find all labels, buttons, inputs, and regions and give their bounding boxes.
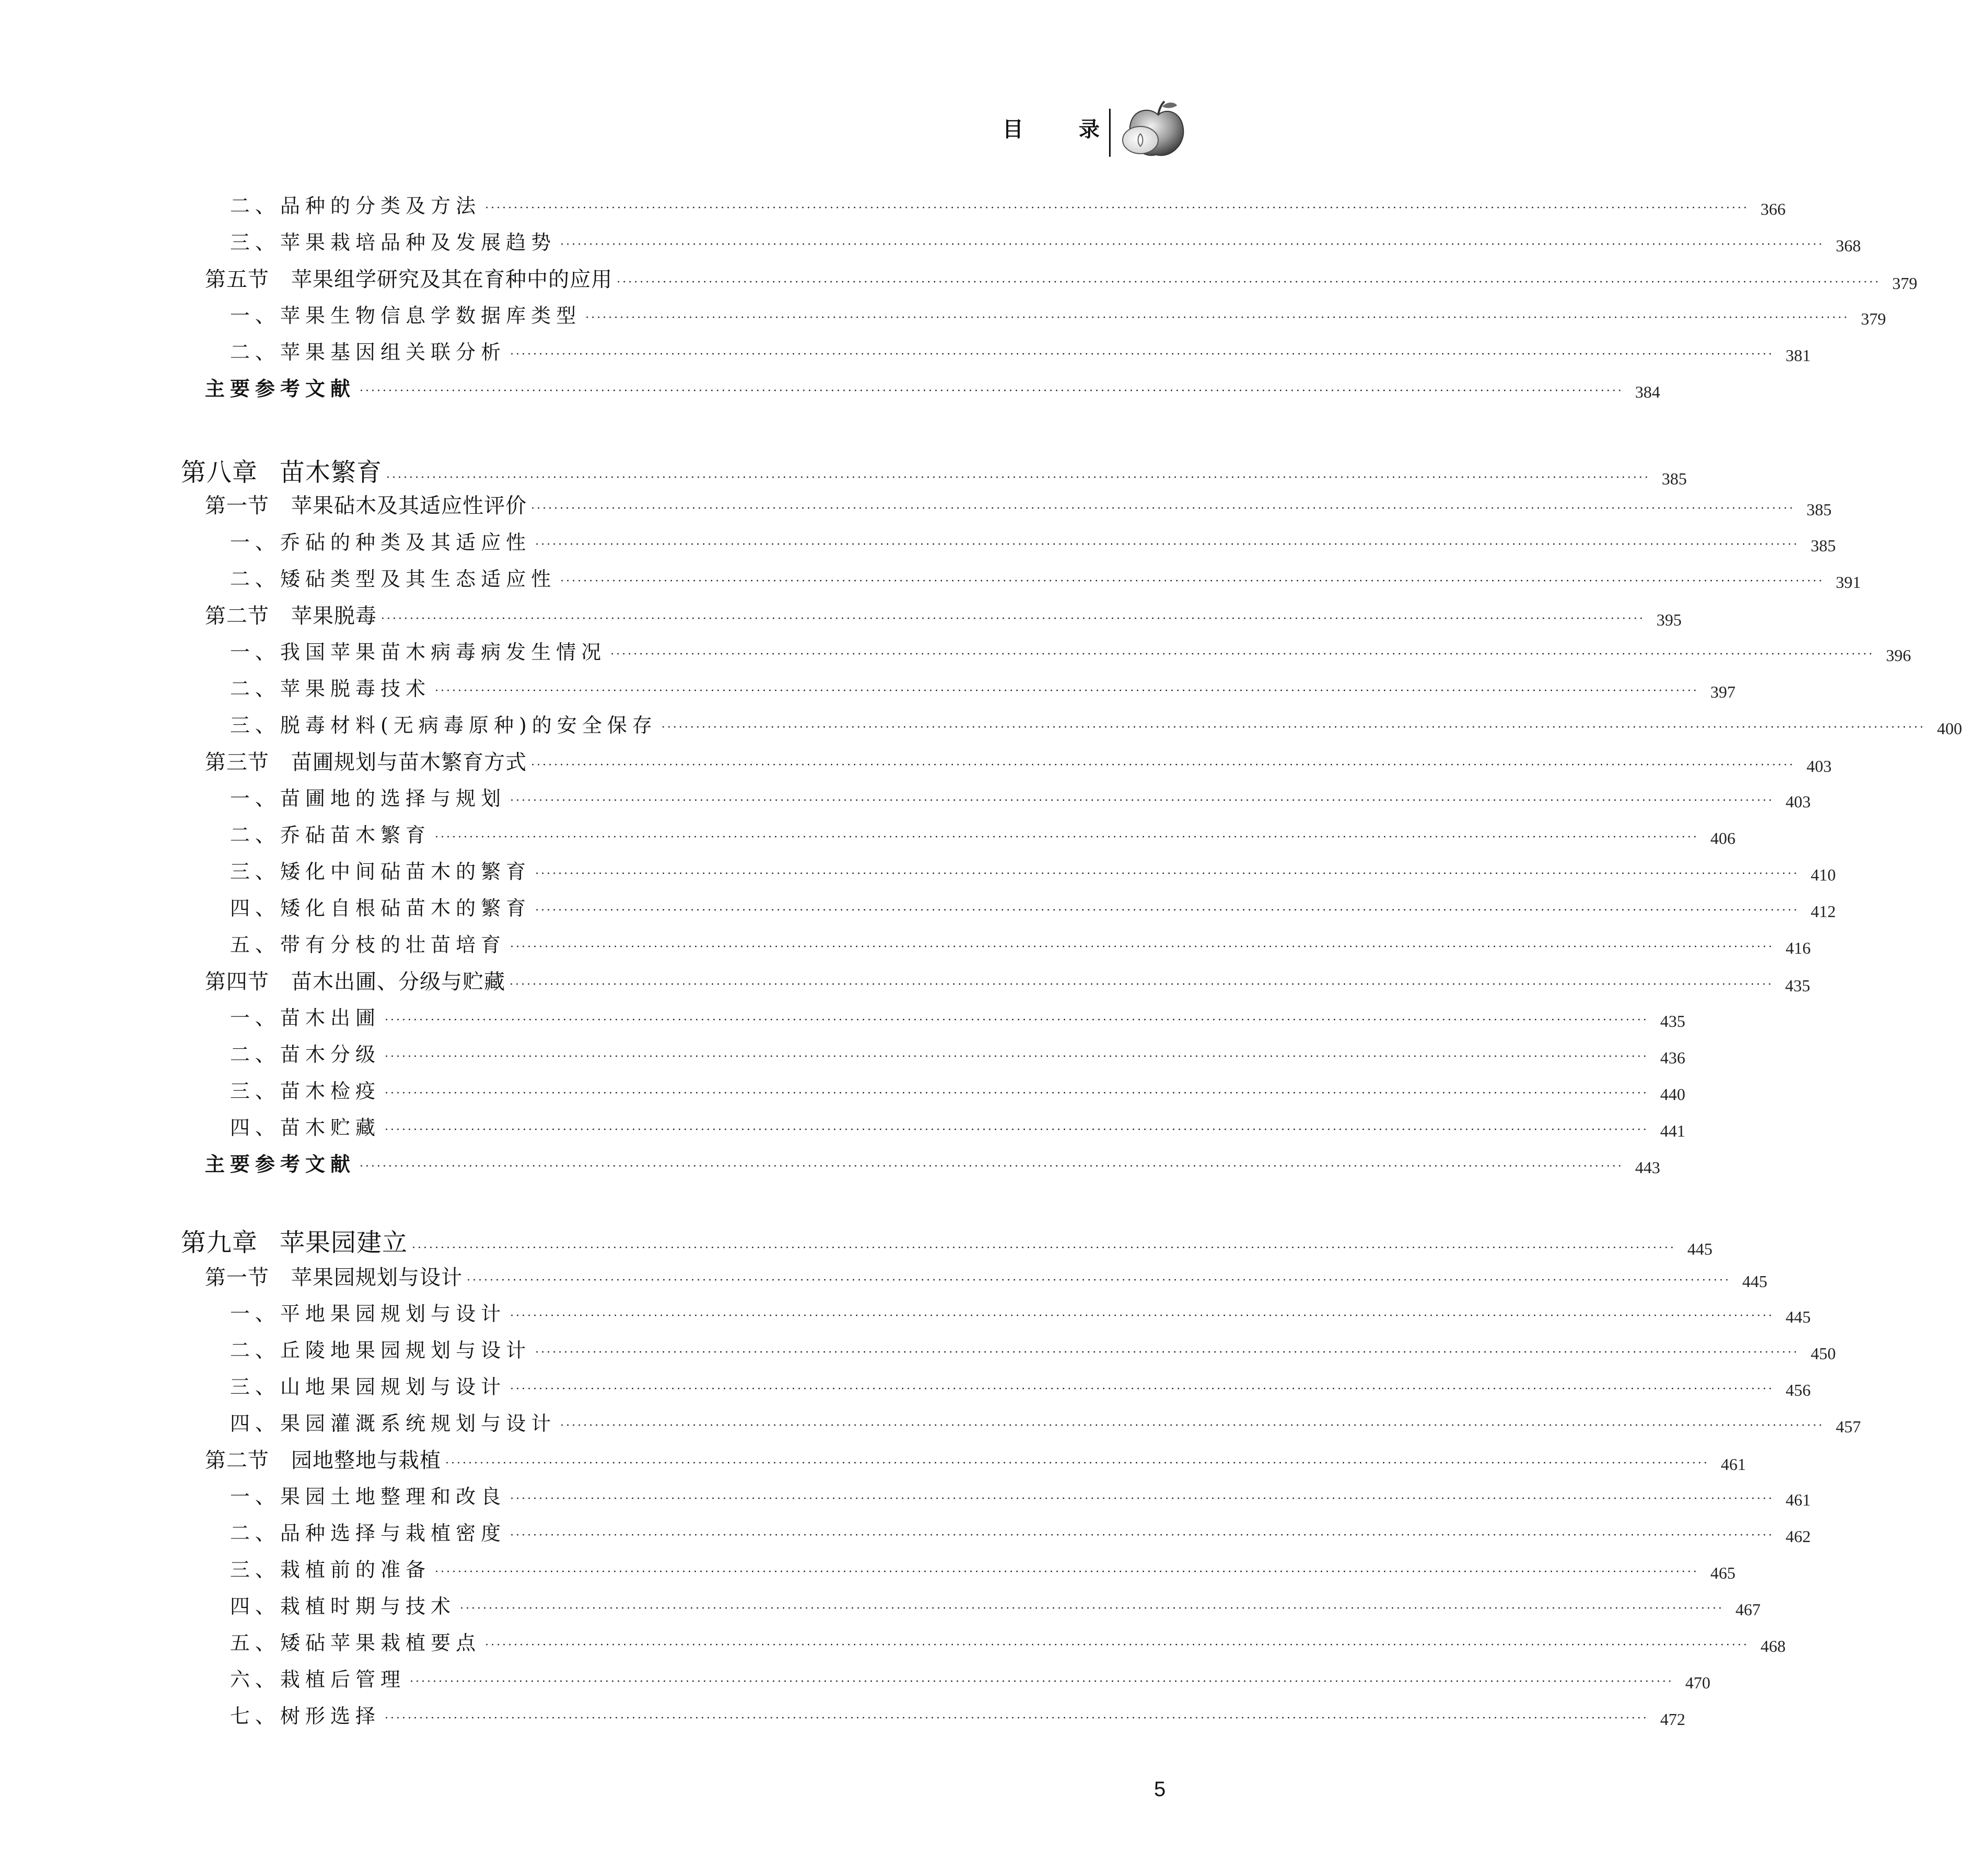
toc-page-number: 410 (1810, 865, 1836, 884)
toc-item-row (230, 855, 1836, 884)
toc-entry-number: 第八章 (181, 458, 258, 487)
toc-leader-dots: ···························································································································································································································· (435, 685, 1699, 698)
toc-entry-label (181, 1222, 408, 1258)
toc-item-row (230, 782, 1811, 811)
toc-entry-label: 一、平地果园规划与设计 (230, 1302, 506, 1325)
toc-references-row (205, 372, 1660, 401)
toc-item-row (230, 1407, 1861, 1436)
toc-page-number: 368 (1836, 236, 1861, 255)
toc-entry-label: 主要参考文献 (205, 1152, 356, 1176)
toc-leader-dots: ···························································································································································································································· (560, 238, 1825, 251)
toc-leader-dots: ···························································································································································································································· (560, 575, 1825, 588)
toc-page-number: 468 (1760, 1637, 1786, 1655)
toc-entry-title: 苹果砧木及其适应性评价 (291, 494, 527, 518)
toc-page-number: 435 (1660, 1012, 1686, 1030)
toc-page-number: 443 (1635, 1158, 1660, 1177)
toc-leader-dots: ···························································································································································································································· (535, 1346, 1799, 1359)
toc-entry-title: 苹果脱毒 (291, 604, 377, 628)
toc-item-row (230, 299, 1886, 328)
toc-leader-dots: ···························································································································································································································· (510, 978, 1774, 991)
toc-page-number: 403 (1785, 792, 1811, 811)
toc-leader-dots: ···························································································································································································································· (535, 538, 1799, 551)
toc-entry-label: 一、我国苹果苗木病毒病发生情况 (230, 641, 607, 664)
toc-entry-label: 二、乔砧苗木繁育 (230, 824, 431, 847)
toc-leader-dots: ···························································································································································································································· (360, 385, 1624, 398)
toc-leader-dots: ···························································································································································································································· (385, 1087, 1649, 1100)
toc-leader-dots: ···························································································································································································································· (585, 311, 1850, 325)
toc-entry-number: 第二节 (205, 604, 269, 628)
toc-entry-label: 四、果园灌溉系统规划与设计 (230, 1412, 557, 1435)
toc-entry-title: 苹果园建立 (280, 1228, 408, 1257)
toc-leader-dots: ···························································································································································································································· (467, 1274, 1731, 1287)
toc-leader-dots: ···························································································································································································································· (435, 831, 1699, 844)
toc-leader-dots: ···························································································································································································································· (412, 1242, 1676, 1255)
toc-entry-number: 第三节 (205, 750, 269, 774)
toc-leader-dots: ···························································································································································································································· (531, 759, 1795, 772)
toc-leader-dots: ···························································································································································································································· (510, 1310, 1774, 1323)
toc-page-number: 381 (1785, 346, 1811, 365)
toc-entry-label: 三、山地果园规划与设计 (230, 1375, 506, 1398)
toc-entry-label: 二、矮砧类型及其生态适应性 (230, 568, 557, 590)
toc-entry-label: 三、矮化中间砧苗木的繁育 (230, 860, 532, 883)
toc-leader-dots: ···························································································································································································································· (535, 904, 1799, 917)
toc-page-number: 450 (1810, 1344, 1836, 1363)
toc-entry-label: 五、带有分枝的壮苗培育 (230, 933, 506, 956)
toc-section-row (205, 965, 1810, 995)
toc-page-number: 435 (1785, 976, 1810, 995)
toc-item-row (230, 226, 1861, 255)
toc-page-number: 462 (1785, 1527, 1811, 1546)
header-title-char-2: 录 (1079, 118, 1100, 142)
toc-page-number: 396 (1886, 646, 1911, 665)
toc-entry-label: 一、苗圃地的选择与规划 (230, 787, 506, 810)
toc-page-number: 385 (1806, 500, 1832, 519)
toc-leader-dots: ···························································································································································································································· (381, 612, 1645, 626)
toc-item-row (230, 1590, 1761, 1619)
toc-entry-label: 四、苗木贮藏 (230, 1116, 381, 1139)
toc-item-row (230, 1334, 1836, 1363)
toc-entry-label: 四、矮化自根砧苗木的繁育 (230, 897, 532, 920)
toc-leader-dots: ···························································································································································································································· (617, 276, 1881, 289)
toc-entry-label: 三、苗木检疫 (230, 1080, 381, 1103)
toc-section-row (205, 745, 1832, 775)
toc-item-row (230, 1699, 1686, 1729)
page-number: 5 (1154, 1778, 1166, 1801)
toc-entry-title: 苗圃规划与苗木繁育方式 (291, 750, 527, 774)
toc-leader-dots: ···························································································································································································································· (510, 1529, 1774, 1542)
toc-page-number: 440 (1660, 1085, 1686, 1104)
toc-entry-label: 三、苹果栽培品种及发展趋势 (230, 231, 557, 254)
toc-item-row (230, 928, 1811, 957)
toc-entry-label: 二、苹果脱毒技术 (230, 677, 431, 700)
toc-leader-dots: ···························································································································································································································· (360, 1160, 1624, 1173)
toc-entry-label: 二、苗木分级 (230, 1043, 381, 1066)
toc-leader-dots: ···························································································································································································································· (661, 721, 1926, 734)
toc-entry-label: 二、品种的分类及方法 (230, 194, 481, 217)
toc-item-row (230, 1663, 1711, 1692)
toc-item-row (230, 1553, 1736, 1582)
toc-leader-dots: ···························································································································································································································· (510, 1383, 1774, 1396)
toc-section-row (205, 1443, 1746, 1474)
toc-entry-label: 五、矮砧苹果栽植要点 (230, 1631, 481, 1654)
toc-entry-title: 苗木出圃、分级与贮藏 (291, 970, 505, 994)
toc-page-number: 445 (1785, 1307, 1811, 1326)
toc-item-row (230, 1370, 1811, 1399)
toc-page-number: 441 (1660, 1121, 1686, 1140)
toc-entry-label (205, 1444, 441, 1474)
toc-page-number: 400 (1937, 719, 1962, 738)
toc-entry-title: 园地整地与栽植 (291, 1449, 441, 1473)
header-title-char-1: 目 (1002, 118, 1023, 142)
toc-page-number: 457 (1836, 1417, 1861, 1436)
toc-page-number: 465 (1710, 1564, 1736, 1582)
toc-entry-label (205, 965, 505, 995)
toc-item-row (230, 635, 1911, 665)
toc-item-row (230, 1111, 1686, 1140)
toc-leader-dots: ···························································································································································································································· (385, 1014, 1649, 1027)
toc-leader-dots: ···························································································································································································································· (510, 794, 1774, 807)
apple-icon (1117, 99, 1196, 162)
toc-item-row (230, 1001, 1686, 1030)
toc-leader-dots: ···························································································································································································································· (510, 1492, 1774, 1506)
toc-chapter-row (181, 454, 1687, 488)
toc-entry-label: 一、乔砧的种类及其适应性 (230, 531, 532, 554)
toc-entry-label: 主要参考文献 (205, 377, 356, 400)
toc-item-row (230, 335, 1811, 365)
toc-entry-label: 一、果园土地整理和改良 (230, 1485, 506, 1508)
toc-section-row (205, 1260, 1768, 1291)
toc-page-number: 416 (1785, 939, 1811, 957)
toc-references-row (205, 1148, 1660, 1177)
toc-page-number: 391 (1836, 573, 1861, 592)
toc-item-row (230, 1626, 1786, 1655)
toc-section-row (205, 262, 1918, 293)
toc-entry-title: 苹果园规划与设计 (291, 1266, 463, 1290)
toc-leader-dots: ···························································································································································································································· (485, 202, 1749, 215)
toc-entry-label: 四、栽植时期与技术 (230, 1595, 456, 1618)
toc-entry-label (181, 452, 382, 488)
toc-section-row (205, 599, 1682, 629)
toc-entry-label (205, 746, 527, 775)
toc-entry-number: 第一节 (205, 1266, 269, 1290)
toc-leader-dots: ···························································································································································································································· (445, 1457, 1710, 1470)
toc-entry-number: 第一节 (205, 494, 269, 518)
page-header-title (1002, 116, 1100, 143)
toc-item-row (230, 1480, 1811, 1509)
toc-page-number: 461 (1785, 1490, 1811, 1509)
toc-entry-title: 苹果组学研究及其在育种中的应用 (291, 268, 613, 292)
toc-leader-dots: ···························································································································································································································· (385, 1050, 1649, 1063)
toc-page-number: 412 (1810, 902, 1836, 921)
toc-entry-label: 二、品种选择与栽植密度 (230, 1522, 506, 1545)
toc-leader-dots: ···························································································································································································································· (610, 648, 1875, 661)
header-divider (1109, 109, 1111, 157)
toc-item-row (230, 672, 1736, 701)
toc-page-number: 456 (1785, 1381, 1811, 1399)
toc-item-row (230, 1038, 1686, 1067)
toc-leader-dots: ···························································································································································································································· (385, 1124, 1649, 1137)
toc-entry-label: 一、苹果生物信息学数据库类型 (230, 304, 582, 327)
toc-item-row (230, 1297, 1811, 1326)
toc-page-number: 470 (1685, 1673, 1711, 1692)
toc-page-number: 397 (1710, 682, 1736, 701)
toc-leader-dots: ···························································································································································································································· (410, 1675, 1674, 1688)
toc-page-number: 385 (1810, 536, 1836, 555)
toc-entry-label (205, 489, 527, 519)
toc-entry-number: 第四节 (205, 970, 269, 994)
toc-leader-dots: ···························································································································································································································· (385, 1712, 1649, 1725)
toc-page-number: 445 (1742, 1272, 1768, 1291)
toc-entry-label (205, 599, 377, 629)
toc-leader-dots: ···························································································································································································································· (386, 471, 1651, 484)
toc-item-row (230, 189, 1786, 218)
toc-entry-label (205, 1261, 463, 1291)
toc-page-number: 379 (1861, 309, 1886, 328)
toc-page-number: 403 (1806, 757, 1832, 775)
toc-page-number: 395 (1656, 610, 1682, 629)
toc-leader-dots: ···························································································································································································································· (485, 1639, 1749, 1652)
toc-item-row (230, 562, 1861, 592)
toc-entry-number: 第二节 (205, 1449, 269, 1473)
toc-item-row (230, 818, 1736, 848)
toc-leader-dots: ···························································································································································································································· (510, 348, 1774, 361)
toc-entry-label: 二、苹果基因组关联分析 (230, 341, 506, 364)
toc-entry-title: 苗木繁育 (280, 458, 383, 487)
toc-chapter-row (181, 1224, 1713, 1258)
toc-page-number: 467 (1735, 1600, 1761, 1619)
toc-page-number: 472 (1660, 1710, 1686, 1729)
toc-page-number: 445 (1687, 1240, 1713, 1258)
toc-item-row (230, 1516, 1811, 1546)
toc-entry-label: 一、苗木出圃 (230, 1006, 381, 1029)
toc-page-number: 461 (1721, 1455, 1746, 1474)
toc-item-row (230, 709, 1962, 738)
toc-item-row (230, 1074, 1686, 1104)
toc-leader-dots: ···························································································································································································································· (460, 1602, 1724, 1615)
toc-page-number: 385 (1661, 469, 1687, 488)
toc-item-row (230, 891, 1836, 921)
toc-leader-dots: ···························································································································································································································· (560, 1419, 1825, 1432)
toc-leader-dots: ···························································································································································································································· (531, 502, 1795, 515)
toc-entry-number: 第九章 (181, 1228, 258, 1257)
toc-page-number: 384 (1635, 383, 1660, 401)
toc-entry-label: 七、树形选择 (230, 1705, 381, 1728)
toc-entry-label (205, 263, 613, 293)
toc-page-number: 379 (1892, 274, 1918, 293)
toc-item-row (230, 526, 1836, 555)
toc-entry-label: 六、栽植后管理 (230, 1668, 406, 1691)
toc-leader-dots: ···························································································································································································································· (435, 1566, 1699, 1579)
toc-page-number: 406 (1710, 829, 1736, 848)
toc-entry-label: 二、丘陵地果园规划与设计 (230, 1339, 532, 1362)
toc-entry-number: 第五节 (205, 268, 269, 292)
toc-page-number: 366 (1760, 200, 1786, 218)
toc-leader-dots: ···························································································································································································································· (510, 941, 1774, 954)
toc-leader-dots: ···························································································································································································································· (535, 867, 1799, 881)
toc-entry-label: 三、脱毒材料(无病毒原种)的安全保存 (230, 714, 657, 737)
toc-section-row (205, 489, 1832, 519)
toc-entry-label: 三、栽植前的准备 (230, 1558, 431, 1581)
toc-page-number: 436 (1660, 1048, 1686, 1067)
